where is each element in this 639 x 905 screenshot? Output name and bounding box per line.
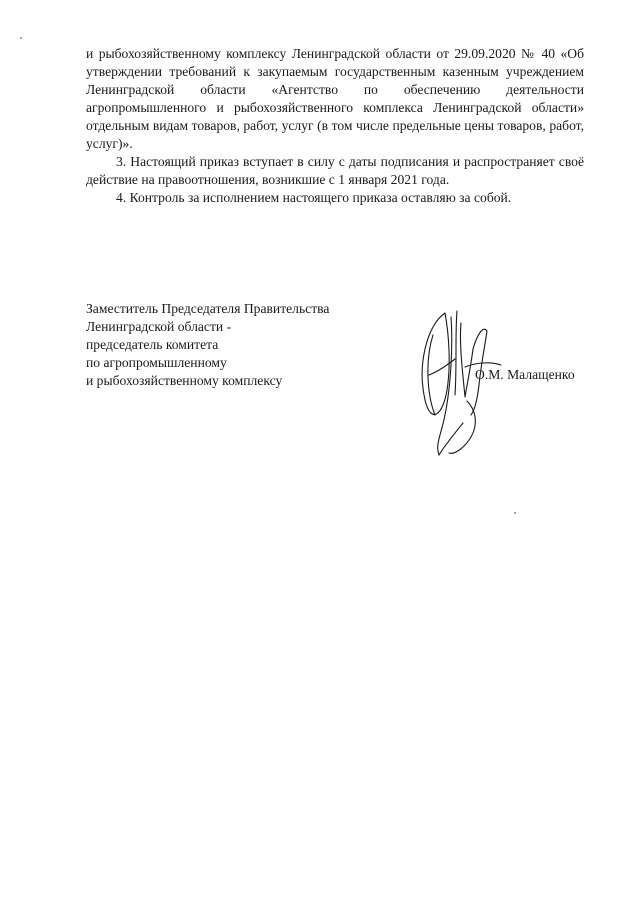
scan-speck (20, 37, 22, 39)
signatory-title-line: председатель комитета (86, 337, 219, 352)
paragraph-item-3: 3. Настоящий приказ вступает в силу с даты подписания и распространяет своё действие на правоотношения, возникшие с 1 января 2021 года. (86, 154, 584, 187)
paragraph-continuation: и рыбохозяйственному комплексу Ленинградской области от 29.09.2020 № 40 «Об утверждении требований к закупаемым государственным казенным учреждением Ленинградской области «Агентство по обеспечению деятельности агропромышленного и рыбохозяйственного комплекса Ленинградской области» отдельным видам товаров, работ, услуг (в том числе предельные цены товаров, работ, услуг)». (86, 46, 584, 151)
signatory-title-line: и рыбохозяйственному комплексу (86, 373, 283, 388)
signer-name: О.М. Малащенко (475, 367, 575, 382)
paragraph-item-4: 4. Контроль за исполнением настоящего приказа оставляю за собой. (116, 190, 512, 205)
signatory-title-line: Заместитель Председателя Правительства (86, 301, 330, 316)
signatory-title-line: по агропромышленному (86, 355, 227, 370)
document-body (86, 45, 584, 207)
signatory-title (86, 300, 329, 390)
signatory-title-line: Ленинградской области - (86, 319, 232, 334)
handwritten-signature (405, 305, 515, 465)
scan-speck (514, 512, 516, 514)
